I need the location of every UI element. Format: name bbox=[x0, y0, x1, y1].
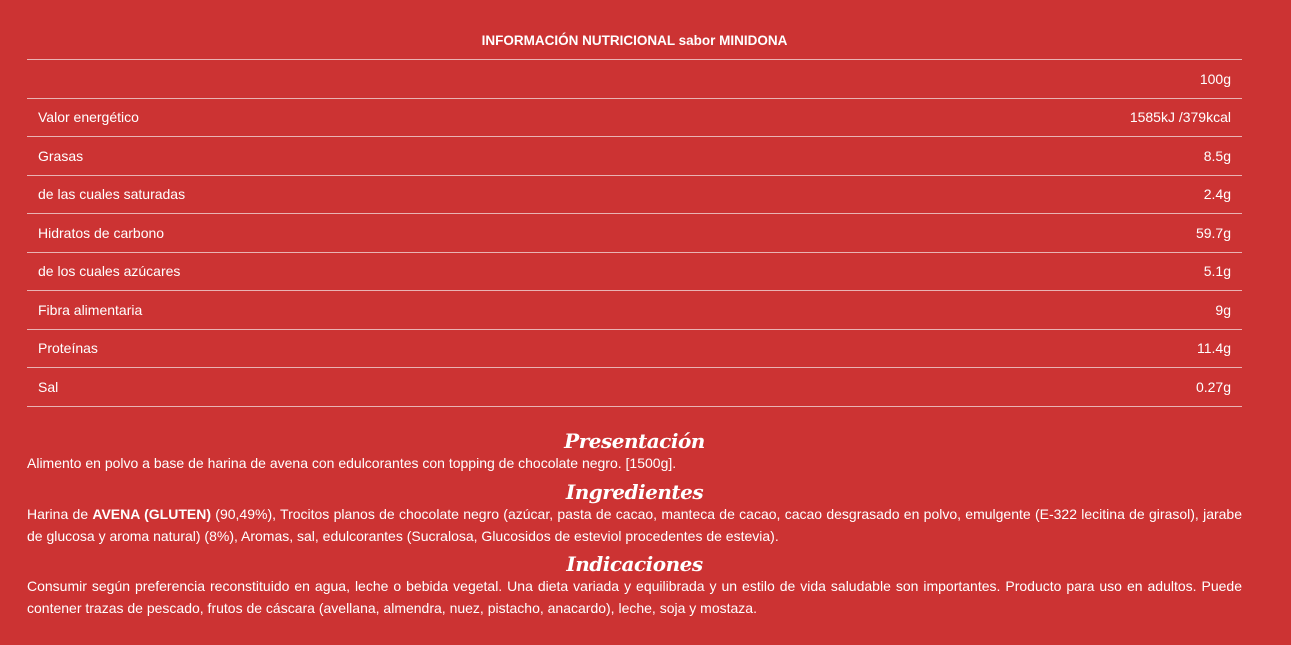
table-row bbox=[27, 175, 1242, 214]
ingredients-prefix: Harina de bbox=[27, 506, 93, 522]
nutrient-value: 59.7g bbox=[730, 214, 1242, 253]
nutrient-label: Grasas bbox=[27, 137, 730, 176]
nutrient-value: 1585kJ /379kcal bbox=[730, 98, 1242, 137]
nutrient-value: 2.4g bbox=[730, 175, 1242, 214]
table-row bbox=[27, 137, 1242, 176]
nutrient-value: 5.1g bbox=[730, 252, 1242, 291]
presentation-heading: Presentación bbox=[564, 429, 705, 453]
indications-text: Consumir según preferencia reconstituido en agua, leche o bebida vegetal. Una dieta variada y equilibrada y un estilo de vida saludable son importantes. Producto para uso en adultos. Puede contener trazas de pescado, frutos de cáscara (avellana, almendra, nuez, pistacho, anacardo), leche, soja y mostaza. bbox=[27, 578, 1242, 616]
table-row bbox=[27, 98, 1242, 137]
nutrient-label: de las cuales saturadas bbox=[27, 175, 730, 214]
nutrient-value: 9g bbox=[730, 291, 1242, 330]
ingredients-section bbox=[27, 480, 1242, 547]
presentation-text: Alimento en polvo a base de harina de avena con edulcorantes con topping de chocolate negro. [1500g]. bbox=[27, 455, 677, 471]
table-row bbox=[27, 368, 1242, 407]
nutrient-label: Valor energético bbox=[27, 98, 730, 137]
table-row bbox=[27, 291, 1242, 330]
allergen-highlight: AVENA (GLUTEN) bbox=[92, 506, 212, 522]
header-label-cell bbox=[27, 60, 730, 98]
nutrient-value: 0.27g bbox=[730, 368, 1242, 407]
table-row bbox=[27, 329, 1242, 368]
nutrition-table bbox=[27, 60, 1242, 407]
nutrition-table-title: INFORMACIÓN NUTRICIONAL sabor MINIDONA bbox=[27, 22, 1242, 60]
nutrient-label: de los cuales azúcares bbox=[27, 252, 730, 291]
nutrient-label: Proteínas bbox=[27, 329, 730, 368]
header-value-cell: 100g bbox=[730, 60, 1242, 98]
nutrient-value: 11.4g bbox=[730, 329, 1242, 368]
table-header-row bbox=[27, 60, 1242, 98]
ingredients-rest: (90,49%), Trocitos planos de chocolate negro (azúcar, pasta de cacao, manteca de cacao, cacao desgrasado en polvo, emulgente (E-322 lecitina de girasol), jarabe de glucosa y aroma natural) (8%), Aromas, sal, edulcorantes (Sucralosa, Glucosidos de esteviol procedentes de estevia). bbox=[27, 506, 1243, 544]
indications-heading: Indicaciones bbox=[566, 552, 703, 576]
ingredients-heading: Ingredientes bbox=[565, 480, 704, 504]
nutrient-label: Hidratos de carbono bbox=[27, 214, 730, 253]
table-row bbox=[27, 252, 1242, 291]
nutrient-label: Fibra alimentaria bbox=[27, 291, 730, 330]
table-row bbox=[27, 214, 1242, 253]
nutrient-value: 8.5g bbox=[730, 137, 1242, 176]
indications-section bbox=[27, 552, 1242, 619]
nutrition-table-container bbox=[27, 22, 1242, 407]
presentation-section bbox=[27, 429, 1242, 475]
nutrient-label: Sal bbox=[27, 368, 730, 407]
ingredients-text bbox=[27, 504, 1242, 547]
